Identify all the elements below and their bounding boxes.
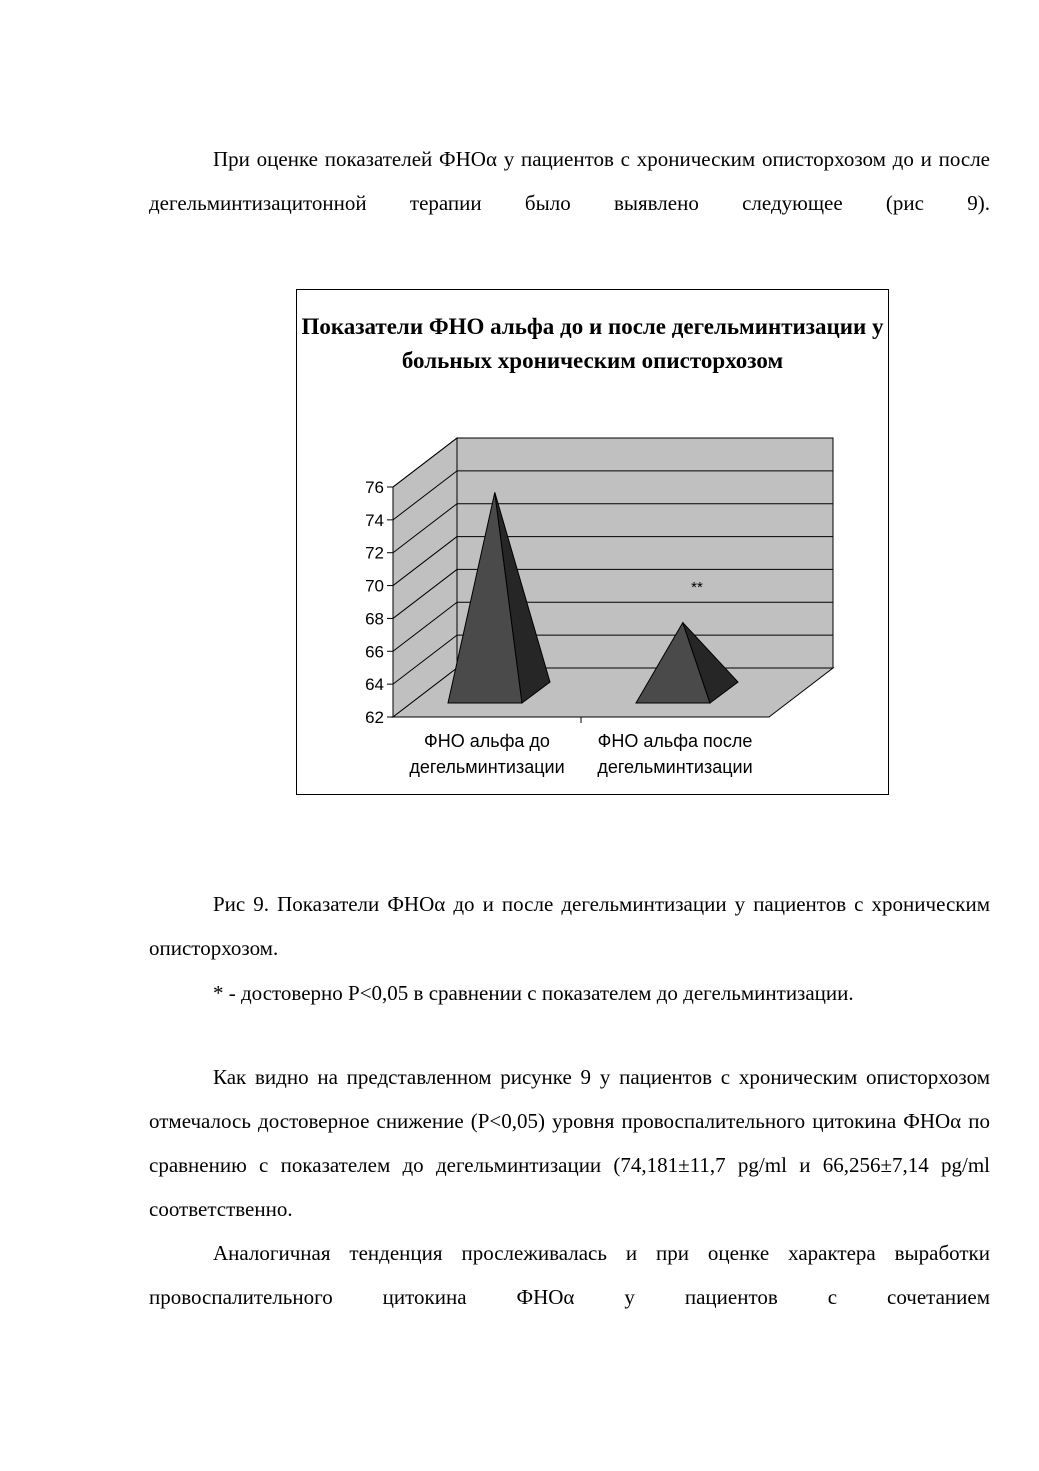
- paragraph-intro: При оценке показателей ФНОα у пациентов с хроническим описторхозом до и после дегельминтизацитонной терапии было выявлено следующее (рис 9).: [149, 147, 990, 215]
- y-tick-label: 68: [365, 609, 384, 629]
- chart-title: Показатели ФНО альфа до и после дегельминтизации у больных хроническим описторхозом: [301, 314, 884, 373]
- y-tick-label: 70: [365, 576, 384, 596]
- x-category-label: дегельминтизации: [409, 757, 565, 777]
- pyramid-chart: [297, 290, 890, 796]
- y-tick-label: 76: [365, 478, 384, 497]
- paragraph-results: Как видно на представленном рисунке 9 у пациентов с хроническим описторхозом отмечалось достоверное снижение (Р<0,05) уровня провоспалительного цитокина ФНОα по сравнению с показателем до дегельминтизации (74,181±11,7 pg/ml и 66,256±7,14 pg/ml соответственно.: [149, 1065, 990, 1221]
- x-category-label: дегельминтизации: [597, 757, 753, 777]
- y-tick-label: 72: [365, 543, 384, 563]
- x-category-label: ФНО альфа после: [597, 731, 753, 751]
- significance-note: * - достоверно Р<0,05 в сравнении с показателем до дегельминтизации.: [213, 981, 854, 1005]
- y-tick-label: 62: [365, 708, 384, 727]
- y-tick-label: 64: [365, 675, 384, 695]
- y-tick-label: 66: [365, 642, 384, 662]
- paragraph-continuation: Аналогичная тенденция прослеживалась и при оценке характера выработки провоспалительного цитокина ФНОα у пациентов с сочетанием: [149, 1241, 990, 1309]
- y-tick-label: 74: [365, 510, 384, 530]
- figure-caption: Рис 9. Показатели ФНОα до и после дегельминтизации у пациентов с хроническим описторхозом.: [149, 892, 990, 960]
- x-category-label: ФНО альфа до: [424, 731, 550, 751]
- chart-figure: [296, 289, 889, 795]
- significance-marker: **: [691, 579, 703, 596]
